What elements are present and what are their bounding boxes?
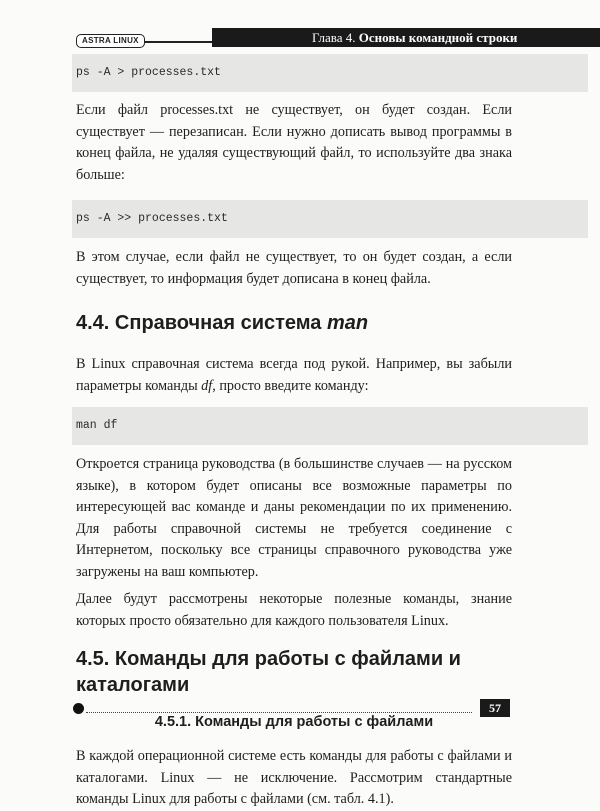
section-heading-man-text: 4.4. Справочная система <box>76 312 327 334</box>
paragraph-man-intro <box>76 354 512 397</box>
page-content <box>76 52 512 811</box>
paragraph-append-explain: В этом случае, если файл не существует, то он будет создан, а если существует, то информация будет дописана в конец файла. <box>76 249 512 287</box>
code-block-redirect: ps -A > processes.txt <box>72 54 588 92</box>
section-heading-man <box>76 310 512 336</box>
subsection-heading-file-commands: 4.5.1. Команды для работы с файлами <box>154 714 434 730</box>
astra-linux-logo: ASTRA LINUX <box>76 34 145 48</box>
footer-dot-icon <box>73 703 84 714</box>
code-block-man: man df <box>72 407 588 445</box>
paragraph-redirect-explain: Если файл processes.txt не существует, он будет создан. Если существует — перезаписан. Если нужно дописать вывод программы в конец файла, не удаляя существующий файл, то используйте два знака больше: <box>76 102 512 183</box>
paragraph-file-commands: В каждой операционной системе есть команды для работы с файлами и каталогами. Linux — не исключение. Рассмотрим стандартные команды Linux для работы с файлами (см. табл. 4.1). <box>76 748 512 807</box>
chapter-prefix: Глава 4. <box>312 30 356 45</box>
paragraph-man-intro-em: df <box>201 377 213 394</box>
code-block-append: ps -A >> processes.txt <box>72 200 588 238</box>
footer-dotted-rule <box>86 712 472 713</box>
section-heading-file-commands: 4.5. Команды для работы с файлами и каталогами <box>76 648 461 696</box>
chapter-title-bar <box>212 28 600 47</box>
page-header <box>0 0 600 48</box>
page-footer <box>76 703 512 717</box>
paragraph-man-intro-b: , просто введите команду: <box>212 377 369 394</box>
chapter-title: Основы командной строки <box>358 30 518 45</box>
page-number: 57 <box>480 699 510 717</box>
paragraph-man-intro-a: В Linux справочная система всегда под рукой. Например, вы забыли параметры команды <box>76 356 512 394</box>
paragraph-commands-intro: Далее будут рассмотрены некоторые полезные команды, знание которых просто обязательно для каждого пользователя Linux. <box>76 591 512 629</box>
paragraph-man-describe: Откроется страница руководства (в большинстве случаев — на русском языке), в котором будет описаны все возможные параметры по интересующей вас команде и даны рекомендации по их применению. Для работы справочной системы не требуется соединение с Интернетом, поскольку все страницы справочного руководства уже загружены на ваш компьютер. <box>76 456 512 580</box>
section-heading-man-em: man <box>326 312 369 334</box>
